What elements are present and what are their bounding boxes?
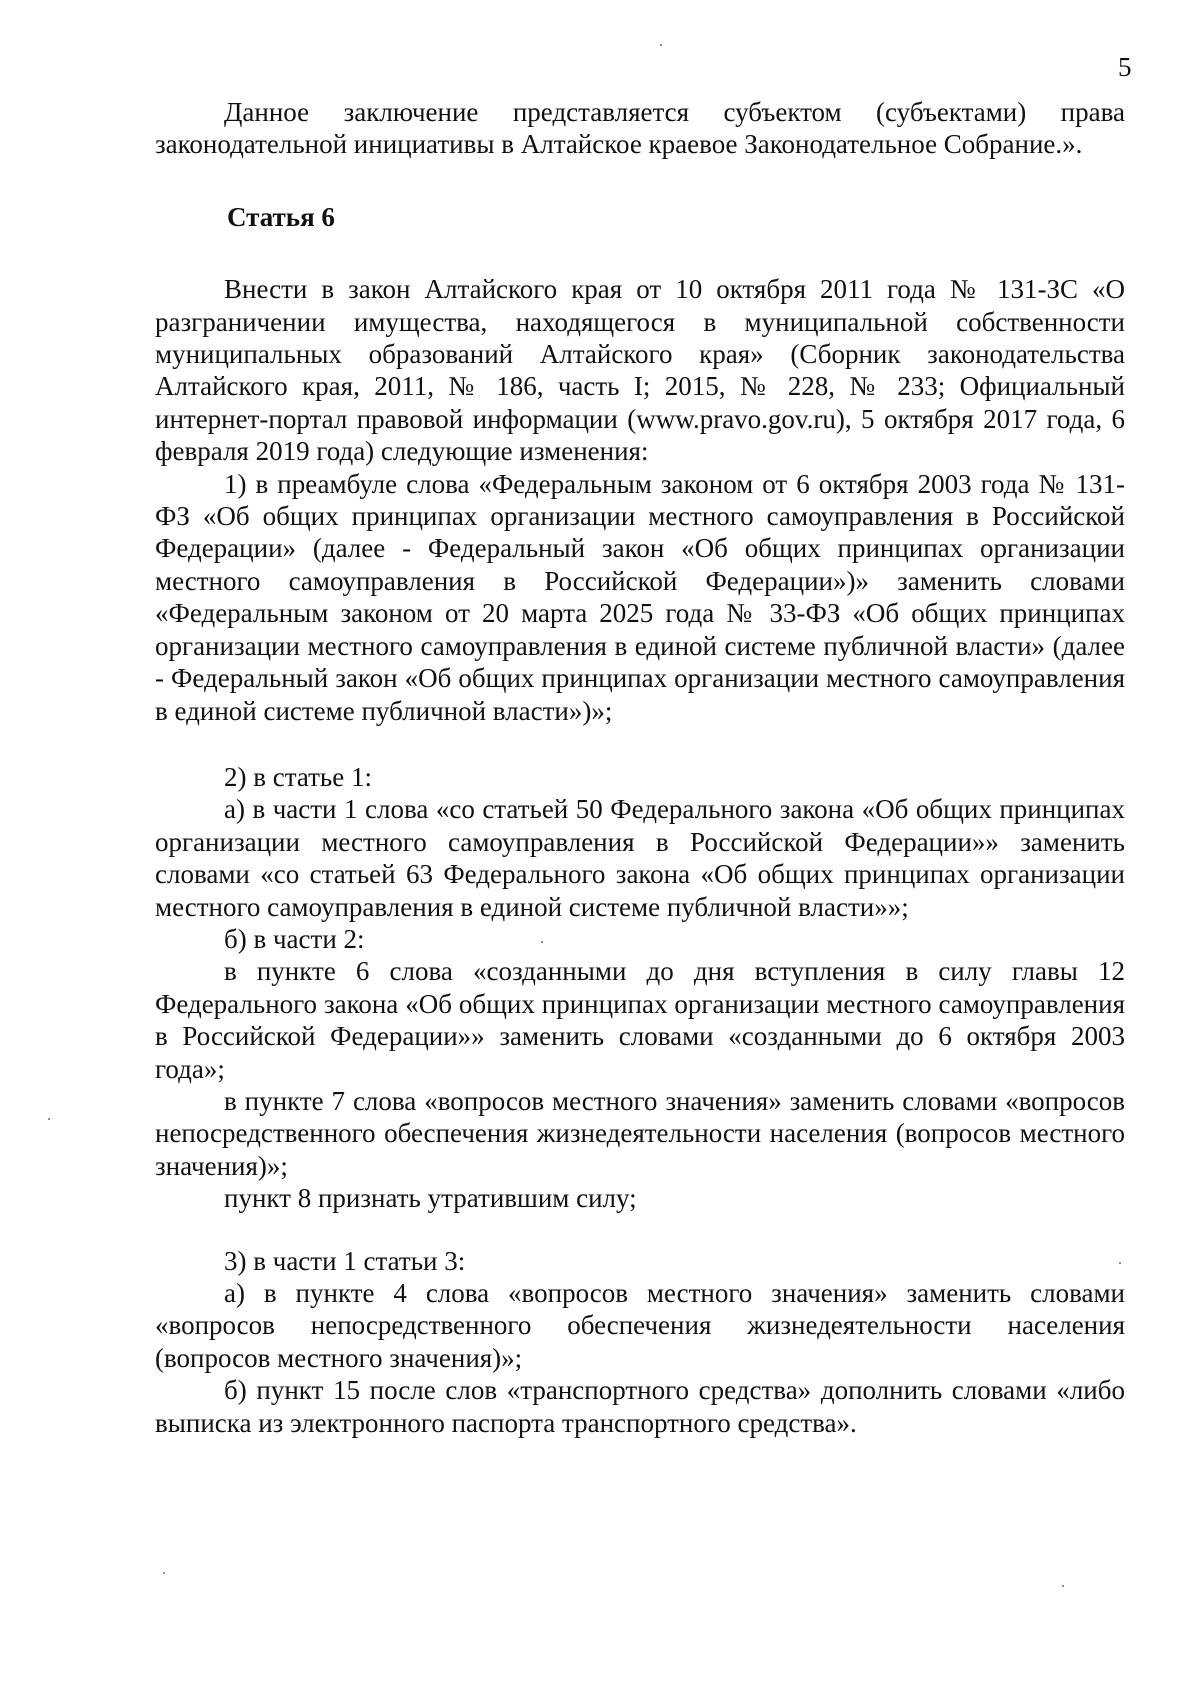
top-paragraph: Данное заключение представляется субъектом (субъектами) права законодательной инициативы в Алтайское краевое Законодательное Собрание.».	[155, 97, 1125, 160]
item-1: 1) в преамбуле слова «Федеральным законом от 6 октября 2003 года № 131-ФЗ «Об общих принципах организации местного самоуправления в Российской Федерации» (далее - Федеральный закон «Об общих принципах организации местного самоуправления в Российской Федерации»)» заменить словами «Федеральным законом от 20 марта 2025 года № 33-ФЗ «Об общих принципах организации местного самоуправления в единой системе публичной власти» (далее - Федеральный закон «Об общих принципах организации местного самоуправления в единой системе публичной власти»)»;	[155, 468, 1125, 726]
scan-speck	[48, 1118, 50, 1120]
item-2-a: а) в части 1 слова «со статьей 50 Федерального закона «Об общих принципах организации местного самоуправления в Российской Федерации»» заменить словами «со статьей 63 Федерального закона «Об общих принципах организации местного самоуправления в единой системе публичной власти»»;	[155, 794, 1125, 922]
item-3-b: б) пункт 15 после слов «транспортного средства» дополнить словами «либо выписка из электронного паспорта транспортного средства».	[155, 1375, 1125, 1438]
item-2-b-point-8: пункт 8 признать утратившим силу;	[224, 1183, 637, 1214]
item-2-b-point-6: в пункте 6 слова «созданными до дня вступления в силу главы 12 Федерального закона «Об общих принципах организации местного самоуправления в Российской Федерации»» заменить словами «созданными до 6 октября 2003 года»;	[155, 956, 1125, 1084]
article-heading: Статья 6	[227, 201, 335, 232]
page-number: 5	[1118, 52, 1132, 82]
document-body	[155, 96, 1125, 1439]
intro-paragraph: Внести в закон Алтайского края от 10 октября 2011 года № 131-ЗС «О разграничении имущества, находящегося в муниципальной собственности муниципальных образований Алтайского края» (Сборник законодательства Алтайского края, 2011, № 186, часть I; 2015, № 228, № 233; Официальный интернет-портал правовой информации (www.pravo.gov.ru), 5 октября 2017 года, 6 февраля 2019 года) следующие изменения:	[155, 274, 1125, 467]
item-2-heading: 2) в статье 1:	[224, 761, 372, 792]
item-2-b-heading: б) в части 2:	[224, 923, 365, 954]
item-3-heading: 3) в части 1 статьи 3:	[224, 1245, 466, 1276]
scan-speck	[163, 1572, 165, 1574]
item-2-b-point-7: в пункте 7 слова «вопросов местного значения» заменить словами «вопросов непосредственного обеспечения жизнедеятельности населения (вопросов местного значения)»;	[155, 1085, 1125, 1181]
scan-speck	[1119, 1262, 1121, 1264]
item-3-a: а) в пункте 4 слова «вопросов местного значения» заменить словами «вопросов непосредственного обеспечения жизнедеятельности населения (вопросов местного значения)»;	[155, 1278, 1125, 1373]
scan-speck	[660, 44, 662, 46]
scan-speck	[541, 941, 543, 943]
scan-speck	[1062, 1585, 1064, 1587]
